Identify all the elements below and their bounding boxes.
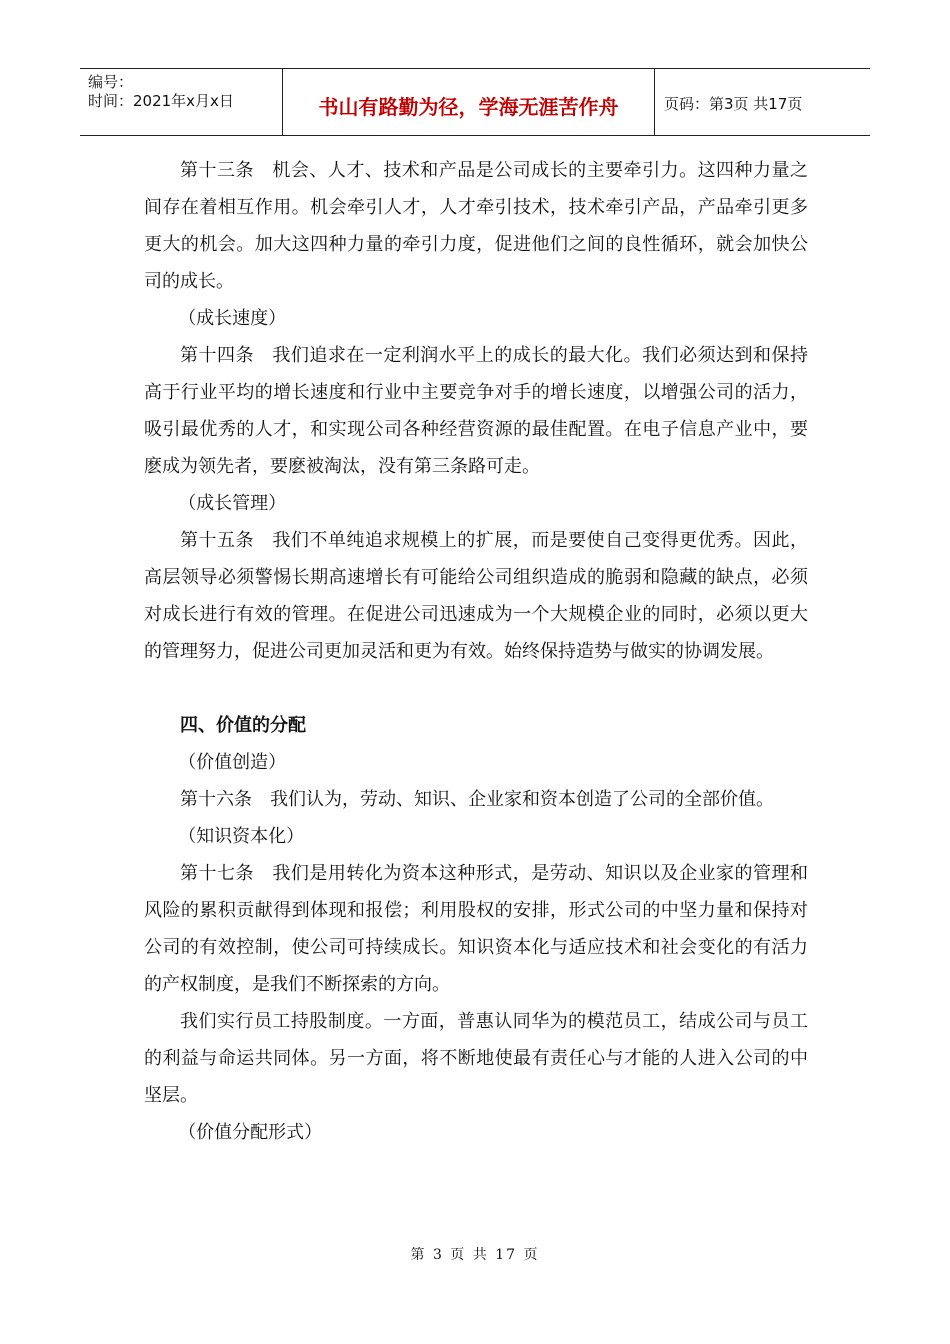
header-motto: 书山有路勤为径，学海无涯苦作舟 (282, 69, 655, 135)
section-subtitle-value-creation: （价值创造） (178, 752, 287, 773)
page-footer: 第 3 页 共 17 页 (410, 1247, 540, 1263)
chapter-heading: 四、价值的分配 (180, 715, 306, 736)
section-subtitle-knowledge-capitalization: （知识资本化） (178, 826, 305, 847)
article-14: 第十四条 我们追求在一定利润水平上的成长的最大化。我们必须达到和保持高于行业平均的增长速度和行业中主要竞争对手的增长速度，以增强公司的活力，吸引最优秀的人才，和实现公司各种经营资源的最佳配置。在电子信息产业中，要麽成为领先者，要麽被淘汰，没有第三条路可走。 (144, 345, 808, 477)
page-header (80, 68, 870, 136)
article-15: 第十五条 我们不单纯追求规模上的扩展，而是要使自己变得更优秀。因此，高层领导必须警惕长期高速增长有可能给公司组织造成的脆弱和隐藏的缺点，必须对成长进行有效的管理。在促进公司迅速成为一个大规模企业的同时，必须以更大的管理努力，促进公司更加灵活和更为有效。始终保持造势与做实的协调发展。 (144, 530, 808, 662)
article-17: 第十七条 我们是用转化为资本这种形式，是劳动、知识以及企业家的管理和风险的累积贡献得到体现和报偿；利用股权的安排，形式公司的中坚力量和保持对公司的有效控制，使公司可持续成长。知识资本化与适应技术和社会变化的有活力的产权制度，是我们不断探索的方向。 (144, 863, 808, 995)
article-13: 第十三条 机会、人才、技术和产品是公司成长的主要牵引力。这四种力量之间存在着相互作用。机会牵引人才，人才牵引技术，技术牵引产品，产品牵引更多更大的机会。加大这四种力量的牵引力度，促进他们之间的良性循环，就会加快公司的成长。 (144, 160, 808, 292)
header-meta (80, 69, 282, 135)
article-16: 第十六条 我们认为，劳动、知识、企业家和资本创造了公司的全部价值。 (180, 789, 774, 810)
section-subtitle-growth-management: （成长管理） (178, 493, 287, 514)
section-subtitle-growth-speed: （成长速度） (178, 308, 287, 329)
header-page-number: 页码：第3页 共17页 (664, 94, 803, 113)
document-number-label: 编号： (88, 73, 134, 91)
document-body (144, 152, 808, 1151)
employee-stock-paragraph: 我们实行员工持股制度。一方面，普惠认同华为的模范员工，结成公司与员工的利益与命运共同体。另一方面，将不断地使最有责任心与才能的人进入公司的中坚层。 (144, 1011, 808, 1106)
section-subtitle-value-distribution: （价值分配形式） (178, 1122, 323, 1143)
document-date-label: 时间：2021年x月x日 (88, 92, 234, 110)
